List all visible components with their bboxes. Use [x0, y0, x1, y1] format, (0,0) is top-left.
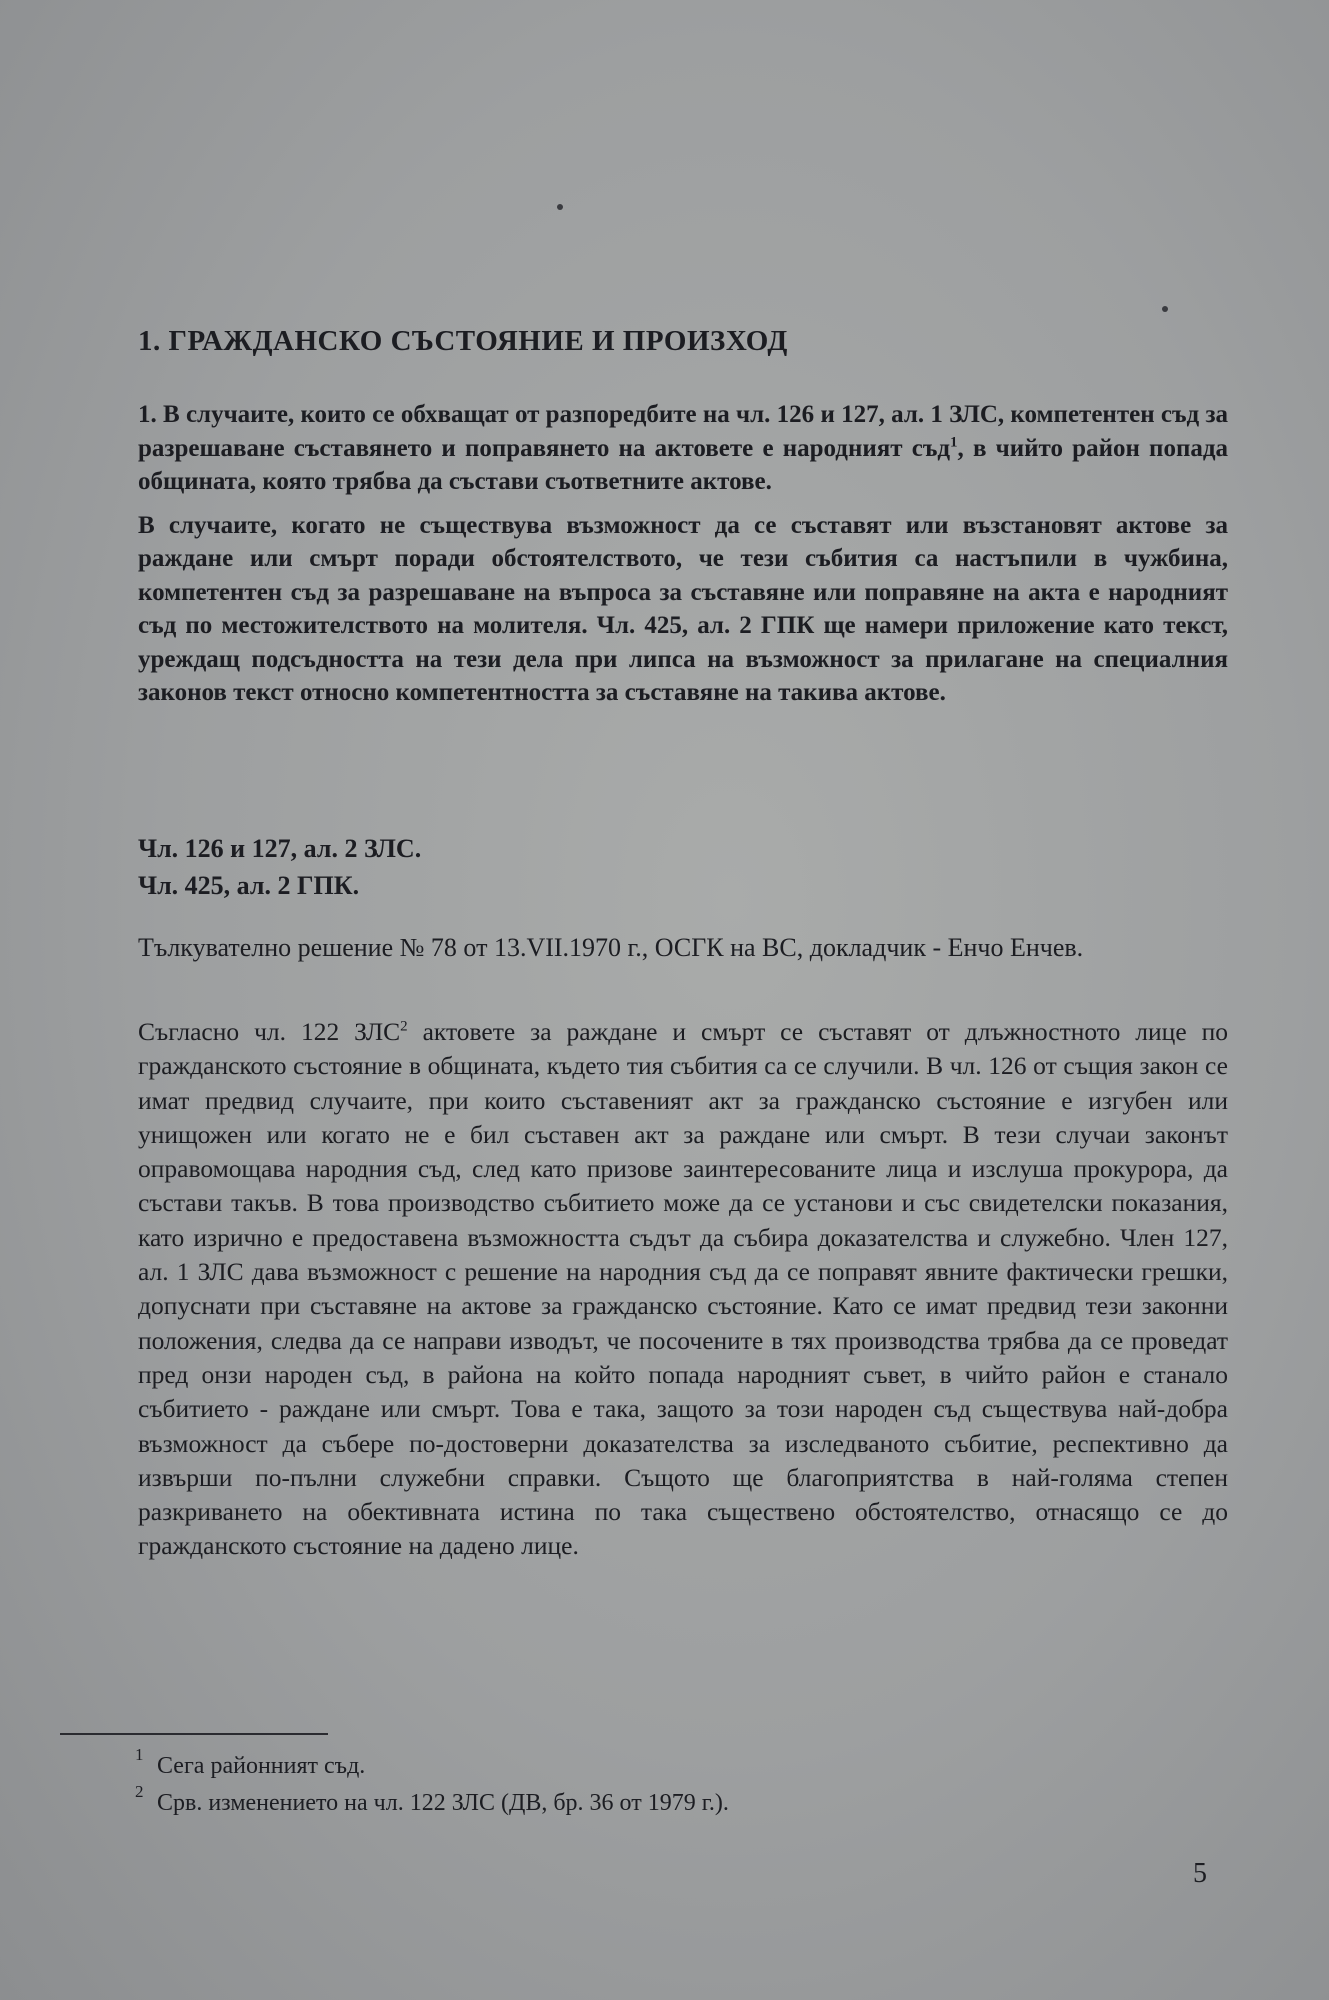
- speck: [557, 204, 563, 210]
- footnote: [135, 1745, 1035, 1785]
- decision-citation: Тълкувателно решение № 78 от 13.VII.1970 г., ОСГК на ВС, докладчик - Енчо Енчев.: [138, 933, 1084, 962]
- paragraph-1-text: 1. В случаите, които се обхващат от разпоредбите на чл. 126 и 127, ал. 1 ЗЛС, компетентен съд за разрешаване съставянето и поправянето на актовете е народният съд: [138, 401, 1228, 462]
- footnote-ref-1: 1: [950, 434, 958, 451]
- body-paragraph: [138, 1015, 1228, 1564]
- reference-line: Чл. 425, ал. 2 ГПК.: [138, 871, 360, 900]
- paragraph-2: В случаите, когато не съществува възможност да се съставят или възстановят актове за раждане или смърт поради обстоятелството, че тези събития са настъпили в чужбина, компетентен съд за разрешаване на въпроса за съставяне или поправяне на акта е народният съд по местожителството на молителя. Чл. 425, ал. 2 ГПК ще намери приложение като текст, уреждащ подсъдността на тези дела при липса на възможност за прилагане на специалния законов текст относно компетентността за съставяне на такива актове.: [138, 511, 1228, 706]
- reference-line: Чл. 126 и 127, ал. 2 ЗЛС.: [138, 834, 422, 863]
- footnote-number: 1: [135, 1745, 144, 1764]
- paragraph-1: [138, 398, 1228, 499]
- legal-references: [138, 830, 1038, 904]
- footnotes: [135, 1745, 1035, 1822]
- footnote-ref-2: 2: [400, 1018, 408, 1035]
- footnote: [135, 1782, 1035, 1822]
- paragraph-1-text-end: , в чийто район попада общината, която трябва да състави съответните актове.: [138, 434, 1228, 495]
- footnote-text: Сега районният съд.: [157, 1753, 366, 1779]
- bold-summary: [138, 398, 1228, 720]
- body-text-rest: актовете за раждане и смърт се съставят от длъжностното лице по гражданското състояние в общината, където тия събития са се случили. В чл. 126 от същия закон се имат предвид случаите, при които съставеният акт за гражданско състояние е изгубен или унищожен или когато не е бил съставен акт за раждане или смърт. В тези случаи законът оправомощава народния съд, след като призове заинтересованите лица и изслуша прокурора, да състави такъв. В това производство събитието може да се установи и със свидетелски показания, като изрично е предоставена възможността съдът да събира доказателства и служебно. Член 127, ал. 1 ЗЛС дава възможност с решение на народния съд да се поправят явните фактически грешки, допуснати при съставяне на актове за гражданско състояние. Като се имат предвид тези законни положения, следва да се направи изводът, че посочените в тях производства трябва да се проведат пред онзи народен съд, в района на който попада народният съвет, в чийто район е станало събитието - раждане или смърт. Това е така, защото за този народен съд съществува най-добра възможност да събере по-достоверни доказателства за изследваното събитие, респективно да извърши по-пълни служебни справки. Същото ще благоприятства в най-голяма степен разкриването на обективната истина по така съществено обстоятелство, отнасящо се до гражданското състояние на дадено лице.: [138, 1017, 1229, 1561]
- body-text-start: Съгласно чл. 122 ЗЛС: [138, 1017, 401, 1046]
- footnote-text: Срв. изменението на чл. 122 ЗЛС (ДВ, бр. 36 от 1979 г.).: [157, 1790, 729, 1816]
- footnote-divider: [60, 1733, 328, 1735]
- speck: [1162, 306, 1168, 312]
- page-number: 5: [1193, 1858, 1207, 1889]
- body-text: [138, 1015, 1228, 1564]
- section-title: 1. ГРАЖДАНСКО СЪСТОЯНИЕ И ПРОИЗХОД: [138, 325, 788, 357]
- footnote-number: 2: [135, 1782, 144, 1801]
